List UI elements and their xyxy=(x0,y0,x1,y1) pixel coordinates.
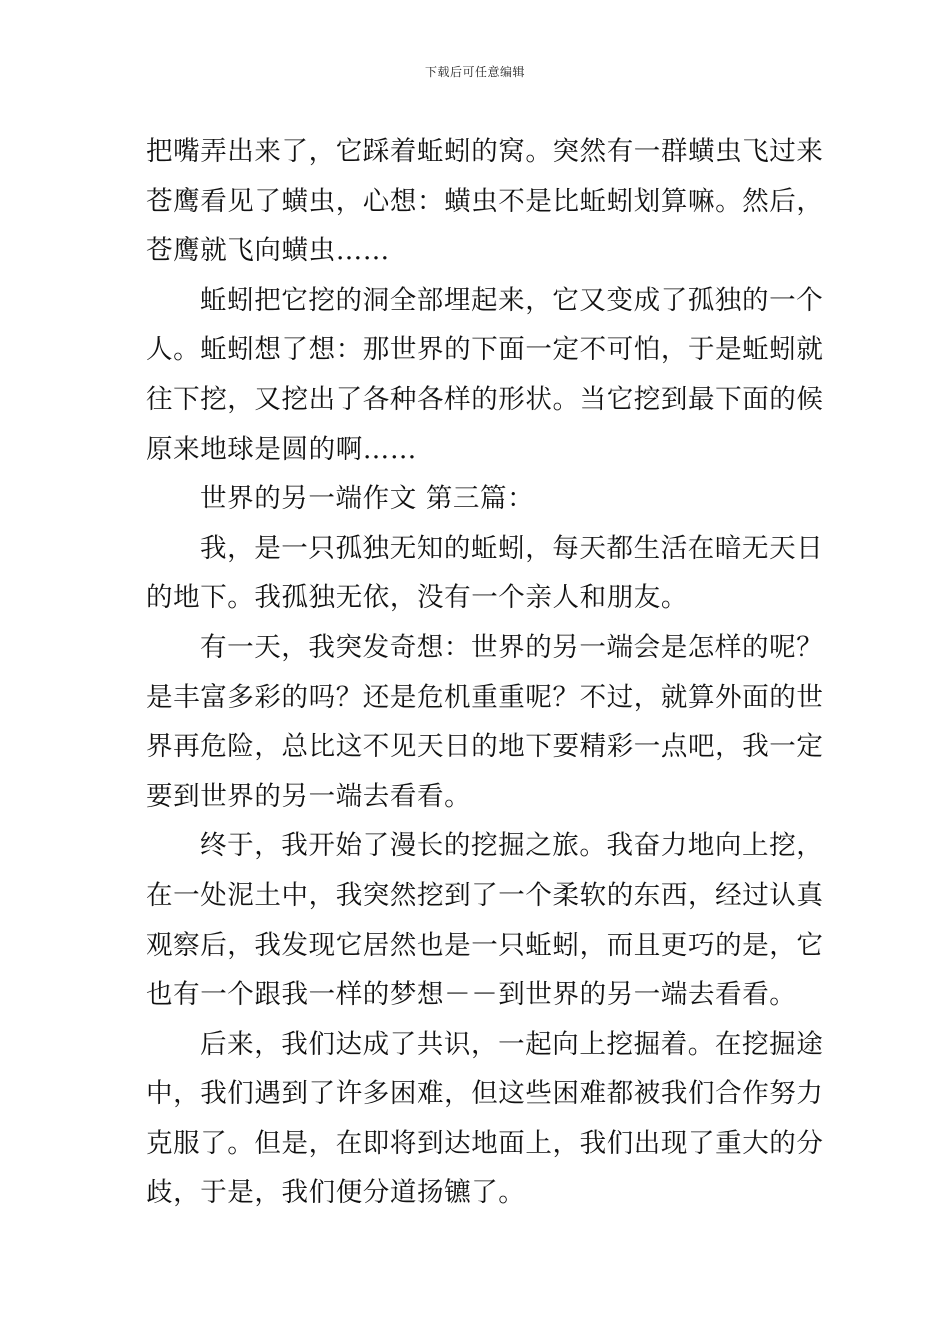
text-line: 把嘴弄出来了，它踩着蚯蚓的窝。突然有一群蟥虫飞过来 xyxy=(146,136,824,167)
text-line: 苍鹰就飞向蟥虫…… xyxy=(146,235,390,267)
text-line: 歧，于是，我们便分道扬镳了。 xyxy=(146,1177,526,1209)
text-line: 在一处泥土中，我突然挖到了一个柔软的东西，经过认真 xyxy=(146,879,824,911)
page-header: 下载后可任意编辑 xyxy=(424,65,525,79)
text-line: 原来地球是圆的啊…… xyxy=(146,433,417,465)
text-line: 有一天，我突发奇想：世界的另一端会是怎样的呢？ xyxy=(200,631,824,663)
text-line: 世界的另一端作文 第三篇： xyxy=(200,483,535,515)
text-line: 的地下。我孤独无依，没有一个亲人和朋友。 xyxy=(146,582,688,614)
text-line: 是丰富多彩的吗？还是危机重重呢？不过，就算外面的世 xyxy=(146,681,824,713)
text-line: 苍鹰看见了蟥虫，心想：蟥虫不是比蚯蚓划算嘛。然后， xyxy=(146,185,824,217)
text-line: 人。蚯蚓想了想：那世界的下面一定不可怕，于是蚯蚓就 xyxy=(146,334,824,366)
text-line: 界再危险，总比这不见天日的地下要精彩一点吧，我一定 xyxy=(146,731,824,763)
text-line: 也有一个跟我一样的梦想－－到世界的另一端去看看。 xyxy=(146,979,797,1011)
text-line: 要到世界的另一端去看看。 xyxy=(146,780,472,812)
document-body xyxy=(146,127,824,1218)
text-line: 我，是一只孤独无知的蚯蚓，每天都生活在暗无天日 xyxy=(200,532,824,564)
text-line: 克服了。但是，在即将到达地面上，我们出现了重大的分 xyxy=(146,1127,824,1159)
text-line: 中，我们遇到了许多困难，但这些困难都被我们合作努力 xyxy=(146,1078,824,1110)
text-line: 往下挖，又挖出了各种各样的形状。当它挖到最下面的候 xyxy=(146,383,824,415)
text-line: 后来，我们达成了共识，一起向上挖掘着。在挖掘途 xyxy=(200,1028,824,1060)
text-line: 终于，我开始了漫长的挖掘之旅。我奋力地向上挖， xyxy=(200,830,824,862)
text-line: 蚯蚓把它挖的洞全部埋起来，它又变成了孤独的一个 xyxy=(200,284,824,316)
text-line: 观察后，我发现它居然也是一只蚯蚓，而且更巧的是，它 xyxy=(146,929,824,961)
